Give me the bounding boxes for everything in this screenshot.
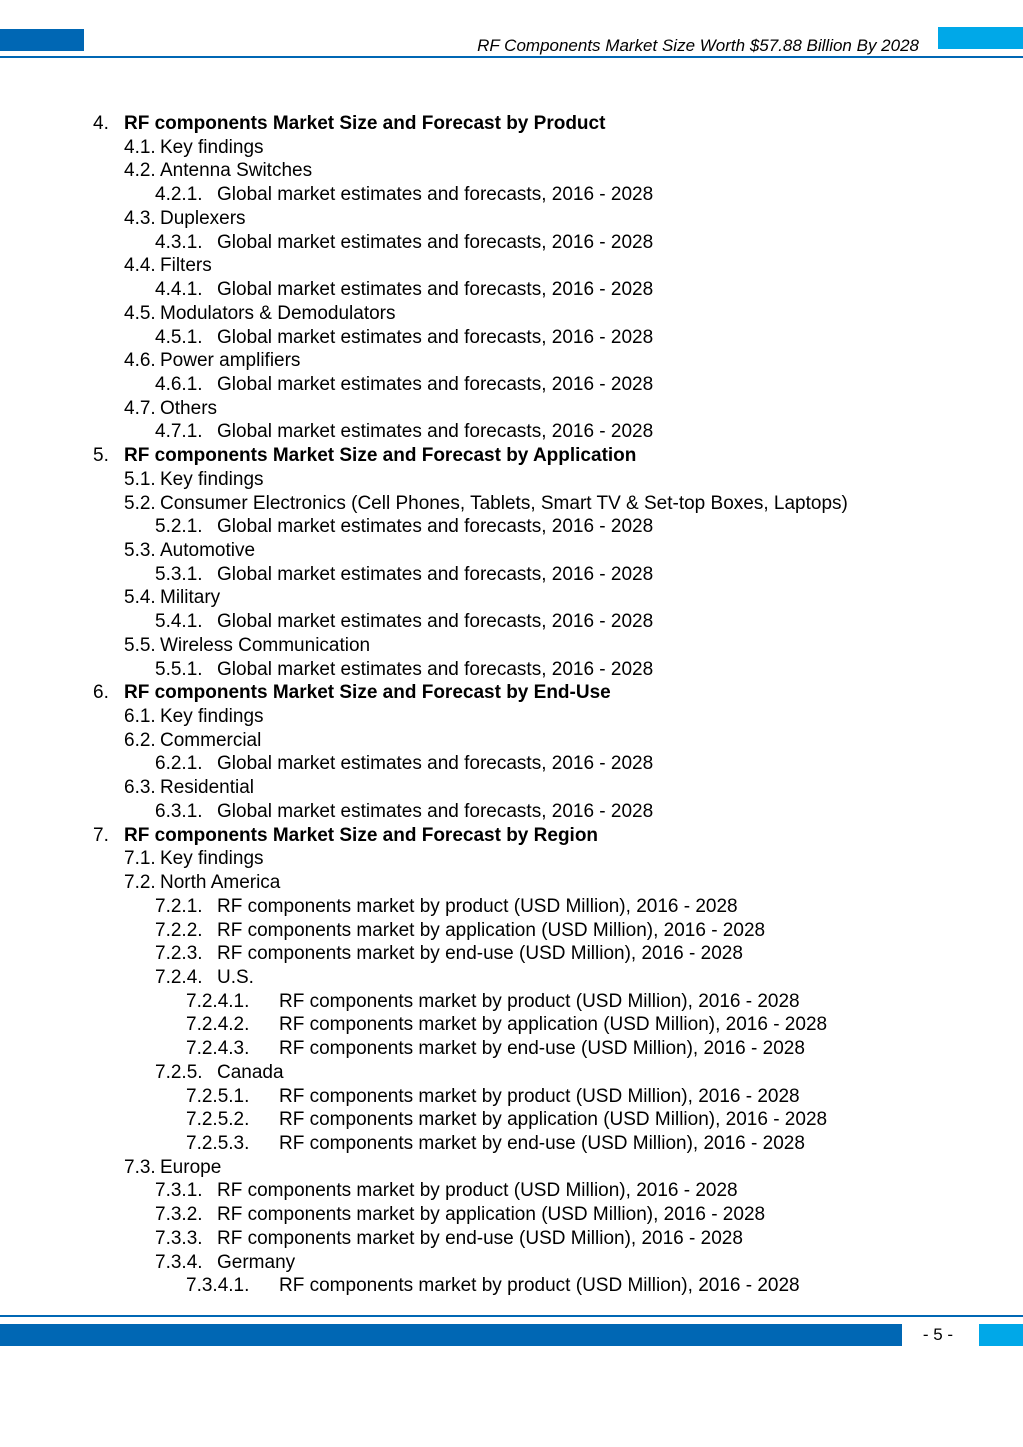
toc-entry-title: Key findings bbox=[160, 468, 264, 490]
header-accent-right bbox=[938, 27, 1023, 49]
toc-entry-number: 7.3.4. bbox=[155, 1251, 203, 1273]
toc-entry-title: Global market estimates and forecasts, 2016 - 2028 bbox=[217, 611, 654, 633]
footer-bar bbox=[0, 1324, 902, 1346]
toc-entry-number: 7.2.5. bbox=[155, 1061, 203, 1083]
toc-entry-title: RF components market by application (USD Million), 2016 - 2028 bbox=[279, 1014, 828, 1036]
toc-entry-title: Global market estimates and forecasts, 2016 - 2028 bbox=[217, 753, 654, 775]
toc-entry-number: 7.3.4.1. bbox=[186, 1275, 250, 1297]
toc-entry-title: RF components market by product (USD Million), 2016 - 2028 bbox=[279, 1275, 800, 1297]
toc-entry-title: Canada bbox=[217, 1061, 284, 1083]
toc-entry-number: 6.3. bbox=[124, 777, 156, 799]
toc-entry-number: 4.5.1. bbox=[155, 326, 203, 348]
toc-entry-title: RF components market by product (USD Million), 2016 - 2028 bbox=[279, 1085, 800, 1107]
toc-entry-title: RF components Market Size and Forecast by End-Use bbox=[124, 682, 611, 704]
toc-entry-number: 5.4.1. bbox=[155, 611, 203, 633]
toc-entry-title: Duplexers bbox=[160, 207, 246, 229]
toc-entry-title: RF components market by product (USD Million), 2016 - 2028 bbox=[279, 990, 800, 1012]
toc-entry-title: Global market estimates and forecasts, 2016 - 2028 bbox=[217, 184, 654, 206]
toc-entry-title: RF components market by end-use (USD Million), 2016 - 2028 bbox=[217, 943, 743, 965]
toc-entry-number: 7.1. bbox=[124, 848, 156, 870]
toc-entry-number: 6.1. bbox=[124, 706, 156, 727]
toc-entry-number: 4.4.1. bbox=[155, 279, 203, 300]
toc-entry-number: 5.2. bbox=[124, 492, 156, 514]
toc-entry-number: 4.3. bbox=[124, 207, 156, 229]
toc-entry-title: Military bbox=[160, 587, 221, 609]
toc-entry-number: 5.4. bbox=[124, 587, 156, 609]
toc-entry-title: RF components market by application (USD Million), 2016 - 2028 bbox=[217, 919, 766, 941]
toc-entry-title: Residential bbox=[160, 777, 254, 799]
toc-entry-number: 4.7.1. bbox=[155, 421, 203, 443]
toc-entry-number: 4.5. bbox=[124, 302, 156, 324]
toc-entry-title: Global market estimates and forecasts, 2016 - 2028 bbox=[217, 516, 654, 538]
toc-entry-title: Global market estimates and forecasts, 2016 - 2028 bbox=[217, 326, 654, 348]
toc-entry-number: 7. bbox=[93, 824, 109, 846]
toc-entry-number: 7.3.1. bbox=[155, 1180, 203, 1202]
toc-entry-number: 7.2.5.2. bbox=[186, 1109, 250, 1131]
toc-entry-number: 7.3.3. bbox=[155, 1227, 203, 1249]
toc-entry-number: 7.2.5.3. bbox=[186, 1133, 250, 1154]
toc-entry-number: 5. bbox=[93, 445, 109, 467]
toc-entry-number: 4.7. bbox=[124, 397, 156, 419]
toc-entry-title: Global market estimates and forecasts, 2016 - 2028 bbox=[217, 231, 654, 253]
toc-entry-title: RF components Market Size and Forecast by Product bbox=[124, 113, 606, 134]
toc-entry-title: Global market estimates and forecasts, 2016 - 2028 bbox=[217, 563, 654, 585]
toc-entry-number: 6.2. bbox=[124, 729, 156, 751]
toc-entry-title: Global market estimates and forecasts, 2016 - 2028 bbox=[217, 373, 654, 395]
toc-entry-title: RF components market by end-use (USD Million), 2016 - 2028 bbox=[279, 1133, 805, 1154]
toc-entry-title: Consumer Electronics (Cell Phones, Tablets, Smart TV & Set-top Boxes, Laptops) bbox=[160, 492, 848, 514]
toc-entry-title: North America bbox=[160, 872, 281, 893]
toc-entry-title: RF components market by product (USD Million), 2016 - 2028 bbox=[217, 895, 738, 917]
toc-entry-number: 4. bbox=[93, 113, 109, 134]
toc-entry-number: 4.1. bbox=[124, 136, 156, 158]
page-number: - 5 - bbox=[922, 1325, 954, 1344]
toc-entry-title: RF components market by application (USD Million), 2016 - 2028 bbox=[279, 1109, 828, 1131]
header-title: RF Components Market Size Worth $57.88 Billion By 2028 bbox=[477, 36, 919, 55]
toc-entry-title: Power amplifiers bbox=[160, 350, 301, 372]
toc-entry-number: 7.2.1. bbox=[155, 895, 203, 917]
toc-entry-number: 6.2.1. bbox=[155, 753, 203, 775]
toc-entry-number: 7.3. bbox=[124, 1156, 156, 1178]
toc-entry-number: 7.2.5.1. bbox=[186, 1085, 250, 1107]
toc-entry-title: Global market estimates and forecasts, 2016 - 2028 bbox=[217, 279, 654, 300]
toc-entry-number: 4.3.1. bbox=[155, 231, 203, 253]
toc-entry-title: Global market estimates and forecasts, 2016 - 2028 bbox=[217, 800, 654, 822]
toc-entry-number: 4.4. bbox=[124, 255, 156, 277]
header-rule bbox=[0, 56, 1023, 58]
toc-entry-number: 6. bbox=[93, 682, 109, 704]
toc-entry-title: Commercial bbox=[160, 729, 262, 751]
toc-entry-number: 5.3.1. bbox=[155, 563, 203, 585]
toc-entry-number: 7.2.3. bbox=[155, 943, 203, 965]
toc-entry-number: 5.5.1. bbox=[155, 658, 203, 680]
toc-entry-number: 4.6.1. bbox=[155, 373, 203, 395]
toc-entry-title: RF components market by application (USD Million), 2016 - 2028 bbox=[217, 1204, 766, 1226]
toc-entry-title: Automotive bbox=[160, 540, 256, 561]
toc-entry-number: 5.1. bbox=[124, 468, 156, 490]
toc-entry-title: Key findings bbox=[160, 706, 264, 727]
toc-entry-title: Europe bbox=[160, 1156, 222, 1178]
toc-entry-number: 7.3.2. bbox=[155, 1204, 203, 1226]
toc-entry-title: Global market estimates and forecasts, 2016 - 2028 bbox=[217, 421, 654, 443]
toc-entry-number: 4.2. bbox=[124, 160, 156, 182]
toc-entry-number: 7.2.4.2. bbox=[186, 1014, 250, 1036]
toc-entry-title: Key findings bbox=[160, 136, 264, 158]
footer-accent-right bbox=[979, 1324, 1023, 1346]
toc-entry-number: 7.2.4.1. bbox=[186, 990, 250, 1012]
toc-entry-title: RF components market by end-use (USD Million), 2016 - 2028 bbox=[279, 1038, 805, 1060]
toc-entry-title: RF components Market Size and Forecast by Application bbox=[124, 445, 637, 467]
toc-entry-number: 7.2.4.3. bbox=[186, 1038, 250, 1060]
toc-entry-title: Modulators & Demodulators bbox=[160, 302, 396, 324]
toc-entry-title: Germany bbox=[217, 1251, 296, 1273]
toc-entry-title: Others bbox=[160, 397, 218, 419]
toc-entry-title: RF components market by end-use (USD Million), 2016 - 2028 bbox=[217, 1227, 743, 1249]
toc-entry-number: 7.2. bbox=[124, 872, 156, 893]
toc-entry-title: RF components Market Size and Forecast by Region bbox=[124, 824, 599, 846]
toc-entry-number: 5.5. bbox=[124, 634, 156, 656]
toc-entry-title: Filters bbox=[160, 255, 212, 277]
toc-entry-title: Wireless Communication bbox=[160, 634, 371, 656]
toc-entry-title: U.S. bbox=[217, 966, 254, 988]
toc-entry-number: 5.3. bbox=[124, 540, 156, 561]
toc-entry-title: RF components market by product (USD Million), 2016 - 2028 bbox=[217, 1180, 738, 1202]
toc-entry-number: 4.6. bbox=[124, 350, 156, 372]
toc-entry-number: 7.2.4. bbox=[155, 966, 203, 988]
toc-entry-title: Global market estimates and forecasts, 2016 - 2028 bbox=[217, 658, 654, 680]
toc-entry-number: 6.3.1. bbox=[155, 800, 203, 822]
header-accent-left bbox=[0, 29, 84, 51]
toc-entry-number: 7.2.2. bbox=[155, 919, 203, 941]
toc-entry-title: Key findings bbox=[160, 848, 264, 870]
footer-rule bbox=[0, 1315, 1023, 1317]
toc-entry-title: Antenna Switches bbox=[160, 160, 313, 182]
toc-entry-number: 4.2.1. bbox=[155, 184, 203, 206]
toc-entry-number: 5.2.1. bbox=[155, 516, 203, 538]
